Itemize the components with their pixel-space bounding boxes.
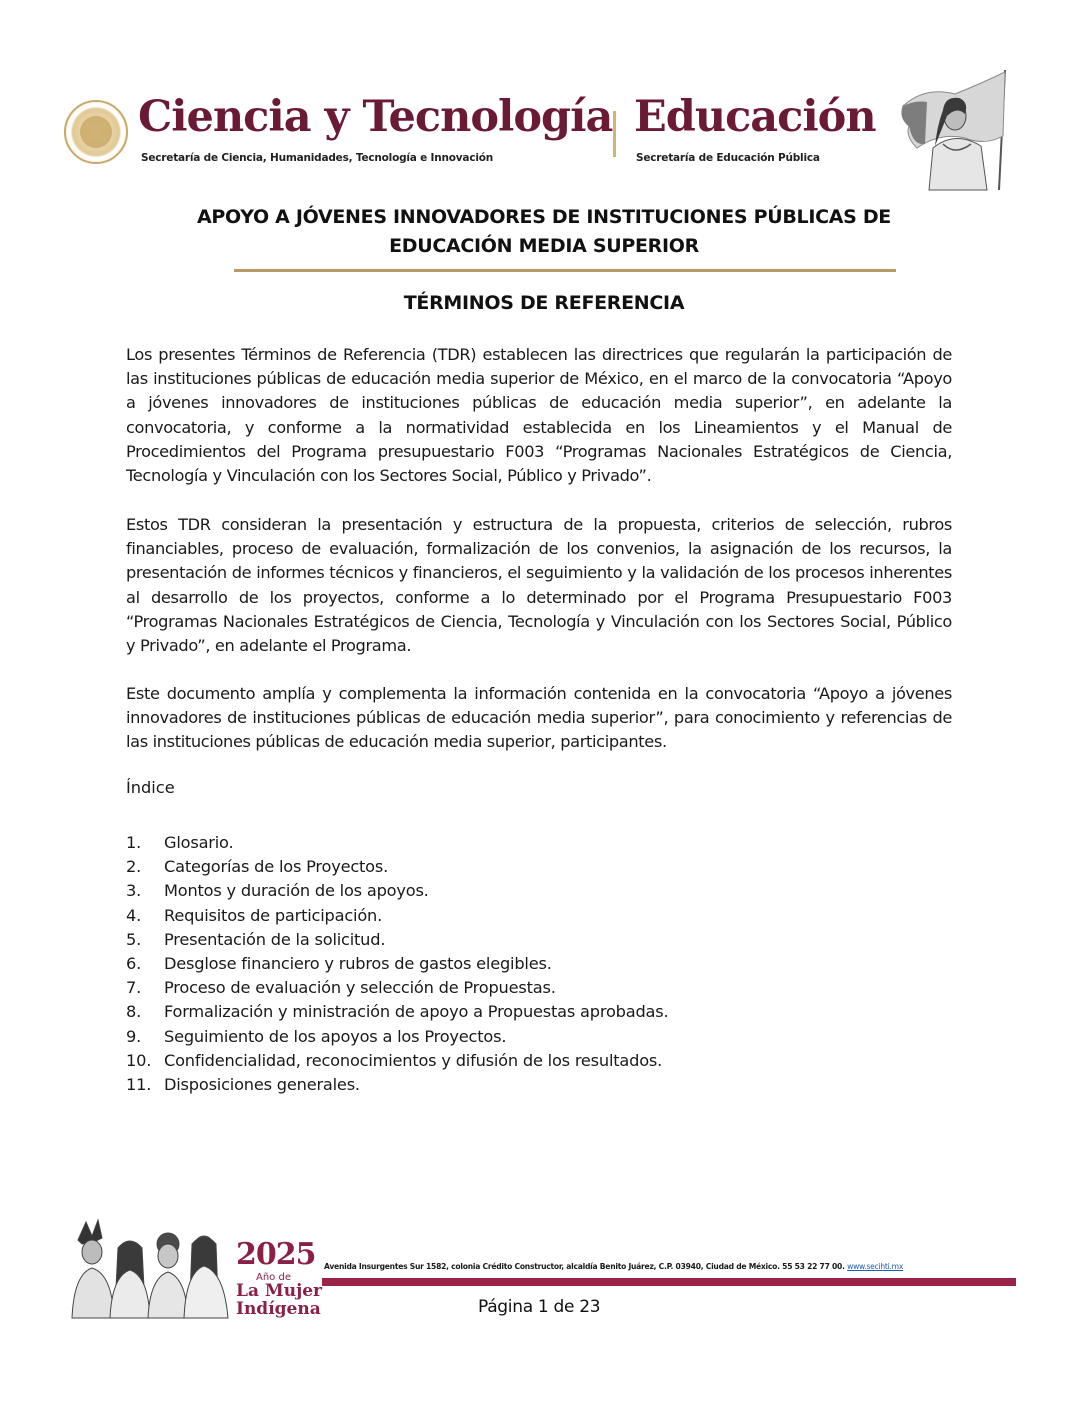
toc-item-number: 3. [126,881,142,901]
document-title-line-2: EDUCACIÓN MEDIA SUPERIOR [389,235,699,257]
toc-item-number: 7. [126,978,142,998]
document-title [0,203,1088,261]
toc-item [126,1000,668,1024]
table-of-contents [126,831,668,1097]
eagle-emblem-icon [80,116,112,148]
toc-item-number: 10. [126,1050,152,1070]
toc-item [126,831,668,855]
year-motto-line-2: La Mujer [236,1281,322,1301]
toc-item-number: 4. [126,905,142,925]
toc-item-number: 1. [126,833,142,852]
toc-item-number: 5. [126,929,142,949]
brand-educacion-subtitle: Secretaría de Educación Pública [636,152,820,164]
toc-item-number: 2. [126,857,142,877]
brand-educacion-title: Educación [634,92,876,142]
toc-item-label: Categorías de los Proyectos. [164,857,389,877]
indigenous-women-illustration [68,1218,232,1322]
paragraph-scope: Estos TDR consideran la presentación y estructura de la propuesta, criterios de selección, rubros financiables, proceso de evaluación, formalización de los convenios, la asignación de los recursos, la presentación de informes técnicos y financieros, el seguimiento y la validación de los procesos inherentes al desarrollo de los proyectos, conforme a lo determinado por el Programa Presupuestario F003 “Programas Nacionales Estratégicos de Ciencia, Tecnología y Vinculación con los Sectores Social, Público y Privado”, en adelante el Programa. [126,515,952,656]
brand-ciencia-tecnologia-subtitle: Secretaría de Ciencia, Humanidades, Tecnología e Innovación [141,152,494,164]
toc-item-number: 11. [126,1075,152,1095]
toc-item-label: Presentación de la solicitud. [164,929,386,949]
toc-item [126,976,668,1000]
toc-item-label: Requisitos de participación. [164,905,383,925]
brand-ciencia-tecnologia-title: Ciencia y Tecnología [138,92,613,142]
paragraph-complement: Este documento amplía y complementa la información contenida en la convocatoria “Apoyo a jóvenes innovadores de instituciones públicas de educación media superior”, para conocimiento y referencias de las instituciones públicas de educación media superior, participantes. [126,684,952,752]
toc-item-label: Formalización y ministración de apoyo a Propuestas aprobadas. [164,1002,669,1022]
toc-item-number: 8. [126,1002,142,1022]
address-text: Avenida Insurgentes Sur 1582, colonia Crédito Constructor, alcaldía Benito Juárez, C.P. 03940, Ciudad de México. 55 53 22 77 00. [324,1262,848,1271]
toc-item-label: Seguimiento de los apoyos a los Proyectos. [164,1026,507,1046]
toc-item [126,879,668,903]
toc-item-label: Glosario. [164,833,234,852]
footer-bar [322,1278,1016,1286]
toc-item [126,928,668,952]
footer-address [324,1262,903,1271]
toc-item [126,952,668,976]
brand-divider [613,111,616,157]
index-heading: Índice [126,778,175,797]
toc-item-label: Montos y duración de los apoyos. [164,881,429,901]
page-number: Página 1 de 23 [478,1297,601,1317]
toc-item [126,1073,668,1097]
toc-item-label: Confidencialidad, reconocimientos y difusión de los resultados. [164,1050,663,1070]
toc-item-number: 6. [126,954,142,974]
toc-item-label: Desglose financiero y rubros de gastos elegibles. [164,954,552,974]
toc-item [126,1025,668,1049]
title-divider [234,269,896,272]
website-link[interactable]: www.secihti.mx [847,1262,904,1271]
toc-item [126,1049,668,1073]
document-title-line-1: APOYO A JÓVENES INNOVADORES DE INSTITUCIONES PÚBLICAS DE [196,206,891,228]
year-motto-line-1: Año de [256,1272,291,1283]
document-subtitle: TÉRMINOS DE REFERENCIA [403,292,685,314]
toc-item-label: Disposiciones generales. [164,1075,360,1095]
toc-item-number: 9. [126,1026,142,1046]
toc-item [126,855,668,879]
paragraph-intro: Los presentes Términos de Referencia (TDR) establecen las directrices que regularán la participación de las instituciones públicas de educación media superior de México, en el marco de la convocatoria “Apoyo a jóvenes innovadores de instituciones públicas de educación media superior”, en adelante la convocatoria, y conforme a la normatividad establecida en los Lineamientos y el Manual de Procedimientos del Programa presupuestario F003 “Programas Nacionales Estratégicos de Ciencia, Tecnología y Vinculación con los Sectores Social, Público y Privado”. [126,345,952,486]
year-motto-line-3: Indígena [236,1299,321,1319]
toc-item [126,904,668,928]
toc-item-label: Proceso de evaluación y selección de Propuestas. [164,978,556,998]
year-label: 2025 [236,1237,316,1272]
woman-with-flag-illustration [895,66,1015,192]
